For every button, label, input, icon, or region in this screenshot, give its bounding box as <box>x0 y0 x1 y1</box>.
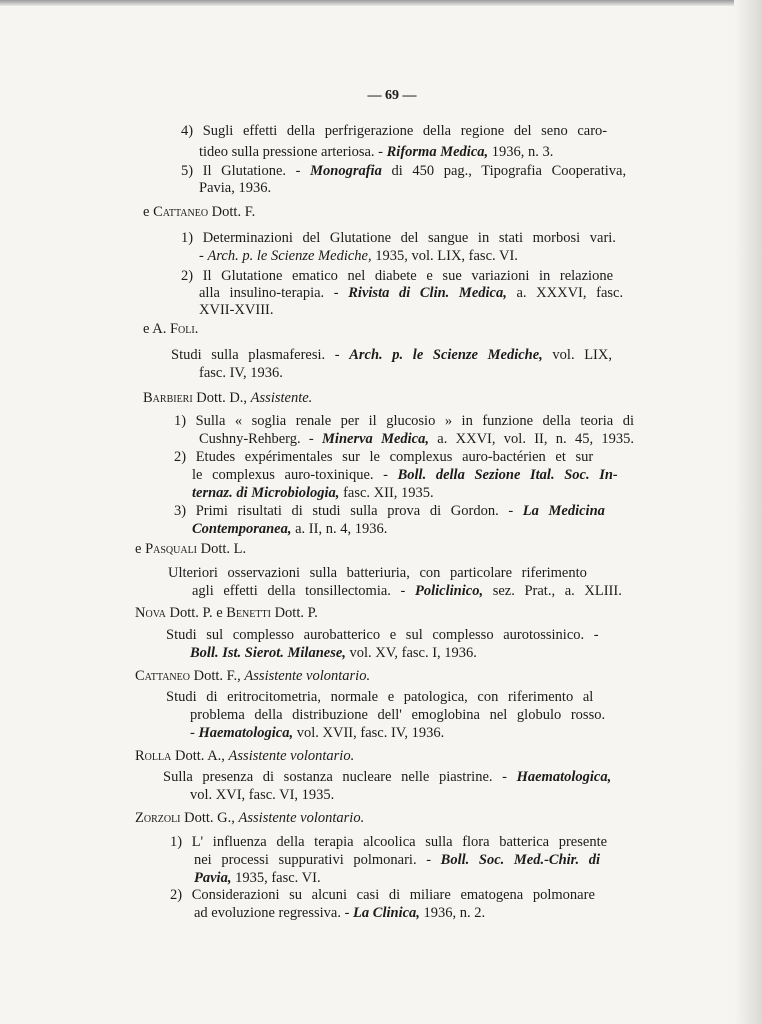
scan-right-edge <box>734 0 762 1024</box>
text-segment: vol. XVI, fasc. VI, 1935. <box>190 787 335 803</box>
text-segment: Dott. F. <box>208 204 256 220</box>
italic-text: ternaz. di Microbiologia, <box>192 485 340 501</box>
author-heading <box>135 748 354 764</box>
italic-text: Assistente. <box>250 390 313 406</box>
italic-text: Contemporanea, <box>192 521 292 537</box>
italic-text: La Clinica, <box>353 905 420 921</box>
author-name: Foli <box>169 321 195 337</box>
italic-text: Assistente volontario. <box>238 810 365 826</box>
italic-text: Monografia <box>310 163 382 179</box>
entry-line <box>181 123 607 139</box>
text-segment: 5) Il Glutatione. - <box>181 163 311 179</box>
entry-line <box>194 852 600 868</box>
author-heading <box>135 541 246 557</box>
author-name: Zorzoli <box>135 810 181 826</box>
entry-line <box>190 645 477 661</box>
scan-top-edge <box>0 0 762 6</box>
text-segment: tideo sulla pressione arteriosa. - <box>199 144 387 160</box>
text-segment: fasc. IV, 1936. <box>199 365 283 381</box>
text-segment: ad evoluzione regressiva. - <box>194 905 354 921</box>
italic-text: Riforma Medica, <box>386 144 489 160</box>
entry-line <box>199 302 273 318</box>
author-name: Pasquali <box>145 541 198 557</box>
author-name: Cattaneo <box>153 204 209 220</box>
italic-text: Minerva Medica, <box>322 431 429 447</box>
italic-text: Assistente volontario. <box>244 668 371 684</box>
entry-line <box>192 521 387 537</box>
text-segment: 1935, fasc. VI. <box>231 870 321 886</box>
text-segment: Studi di eritrocitometria, normale e patologica, con riferimento al <box>166 689 594 705</box>
entry-line <box>199 248 518 264</box>
italic-text: Arch. p. le Scienze Mediche, <box>207 248 372 264</box>
text-segment: 3) Primi risultati di studi sulla prova di Gordon. - <box>174 503 523 519</box>
italic-text: Boll. Soc. Med.-Chir. di <box>440 852 601 868</box>
text-segment: alla insulino-terapia. - <box>199 285 349 301</box>
author-heading <box>135 668 370 684</box>
entry-line <box>194 870 321 886</box>
text-segment: Pavia, 1936. <box>199 180 272 196</box>
text-segment: 2) Etudes expérimentales sur le complexus auro-bactérien et sur <box>174 449 594 465</box>
text-segment: Dott. P. <box>270 605 318 621</box>
text-segment: e A. <box>143 321 170 337</box>
entry-line <box>163 769 611 785</box>
text-segment: vol. XV, fasc. I, 1936. <box>345 645 477 661</box>
author-name: Benetti <box>226 605 271 621</box>
author-heading <box>135 810 364 826</box>
author-name: Cattaneo <box>135 668 190 684</box>
page-number: — 69 — <box>367 88 417 103</box>
text-segment: nei processi suppurativi polmonari. - <box>194 852 441 868</box>
text-segment: Dott. L. <box>197 541 247 557</box>
entry-line <box>192 467 618 483</box>
text-segment: fasc. XII, 1935. <box>339 485 434 501</box>
text-segment: - <box>190 725 199 741</box>
text-segment: sez. Prat., a. XLIII. <box>483 583 622 599</box>
text-segment: le complexus auro-toxinique. - <box>192 467 398 483</box>
entry-line <box>190 707 605 723</box>
text-segment: XVII-XVIII. <box>199 302 274 318</box>
text-segment: Dott. G., <box>180 810 239 826</box>
text-segment: . <box>194 321 199 337</box>
entry-line <box>181 230 616 246</box>
text-segment: di 450 pag., Tipografia Cooperativa, <box>381 163 627 179</box>
italic-text: Assistente volontario. <box>228 748 355 764</box>
entry-line <box>171 347 612 363</box>
italic-text: La Medicina <box>522 503 605 519</box>
text-segment: a. XXXVI, fasc. <box>506 285 624 301</box>
text-segment: 1) L' influenza della terapia alcoolica sulla flora batterica presente <box>170 834 608 850</box>
entry-line <box>190 725 444 741</box>
text-segment: a. XXVI, vol. II, n. 45, 1935. <box>429 431 634 447</box>
text-segment: Sulla presenza di sostanza nucleare nelle piastrine. - <box>163 769 517 785</box>
text-segment: agli effetti della tonsillectomia. - <box>192 583 416 599</box>
text-segment: 4) Sugli effetti della perfrigerazione della regione del seno caro- <box>181 123 608 139</box>
italic-text: Rivista di Clin. Medica, <box>348 285 507 301</box>
text-segment: Dott. P. e <box>165 605 227 621</box>
entry-line <box>168 565 587 581</box>
text-segment: 1936, n. 3. <box>488 144 554 160</box>
text-segment: 1936, n. 2. <box>419 905 486 921</box>
author-name: Nova <box>135 605 166 621</box>
entry-line <box>170 887 595 903</box>
entry-line <box>174 449 593 465</box>
entry-line <box>194 905 485 921</box>
entry-line <box>199 180 271 196</box>
text-segment: e <box>135 541 146 557</box>
italic-text: Boll. della Sezione Ital. Soc. In- <box>397 467 618 483</box>
entry-line <box>192 583 622 599</box>
italic-text: Pavia, <box>194 870 232 886</box>
entry-line <box>199 365 283 381</box>
text-segment: Dott. A., <box>171 748 229 764</box>
entry-line <box>190 787 334 803</box>
italic-text: Boll. Ist. Sierot. Milanese, <box>190 645 346 661</box>
entry-line <box>174 413 634 429</box>
entry-line <box>199 144 553 160</box>
text-segment: Studi sulla plasmaferesi. - <box>171 347 350 363</box>
text-segment: 1) Determinazioni del Glutatione del sangue in stati morbosi vari. <box>181 230 616 246</box>
entry-line <box>199 285 623 301</box>
text-segment: 1935, vol. LIX, fasc. VI. <box>371 248 518 264</box>
text-segment: Studi sul complesso aurobatterico e sul complesso aurotossinico. - <box>166 627 599 643</box>
entry-line <box>192 485 434 501</box>
text-segment: Ulteriori osservazioni sulla batteriuria, con particolare riferimento <box>168 565 587 581</box>
text-segment: e <box>143 204 154 220</box>
text-segment: - <box>199 248 208 264</box>
text-segment: a. II, n. 4, 1936. <box>291 521 388 537</box>
text-segment: Cushny-Rehberg. - <box>199 431 323 447</box>
entry-line <box>181 163 626 179</box>
text-segment: vol. LIX, <box>542 347 612 363</box>
author-name: Barbieri <box>143 390 193 406</box>
author-heading <box>135 605 318 621</box>
author-heading <box>143 390 312 406</box>
text-segment: vol. XVII, fasc. IV, 1936. <box>293 725 445 741</box>
text-segment: problema della distribuzione dell' emoglobina nel globulo rosso. <box>190 707 606 723</box>
entry-line <box>199 431 634 447</box>
text-segment: 1) Sulla « soglia renale per il glucosio » in funzione della teoria di <box>174 413 634 429</box>
text-segment: 2) Il Glutatione ematico nel diabete e sue variazioni in relazione <box>181 268 614 284</box>
italic-text: Haematologica, <box>516 769 612 785</box>
text-segment: 2) Considerazioni su alcuni casi di miliare ematogena polmonare <box>170 887 595 903</box>
entry-line <box>170 834 607 850</box>
italic-text: Arch. p. le Scienze Mediche, <box>349 347 543 363</box>
author-heading <box>143 204 255 220</box>
text-segment: Dott. D., <box>192 390 251 406</box>
entry-line <box>166 627 599 643</box>
italic-text: Policlinico, <box>415 583 484 599</box>
text-segment: Dott. F., <box>189 668 245 684</box>
author-heading <box>143 321 198 337</box>
entry-line <box>174 503 605 519</box>
entry-line <box>181 268 613 284</box>
entry-line <box>166 689 593 705</box>
author-name: Rolla <box>135 748 172 764</box>
italic-text: Haematologica, <box>198 725 294 741</box>
